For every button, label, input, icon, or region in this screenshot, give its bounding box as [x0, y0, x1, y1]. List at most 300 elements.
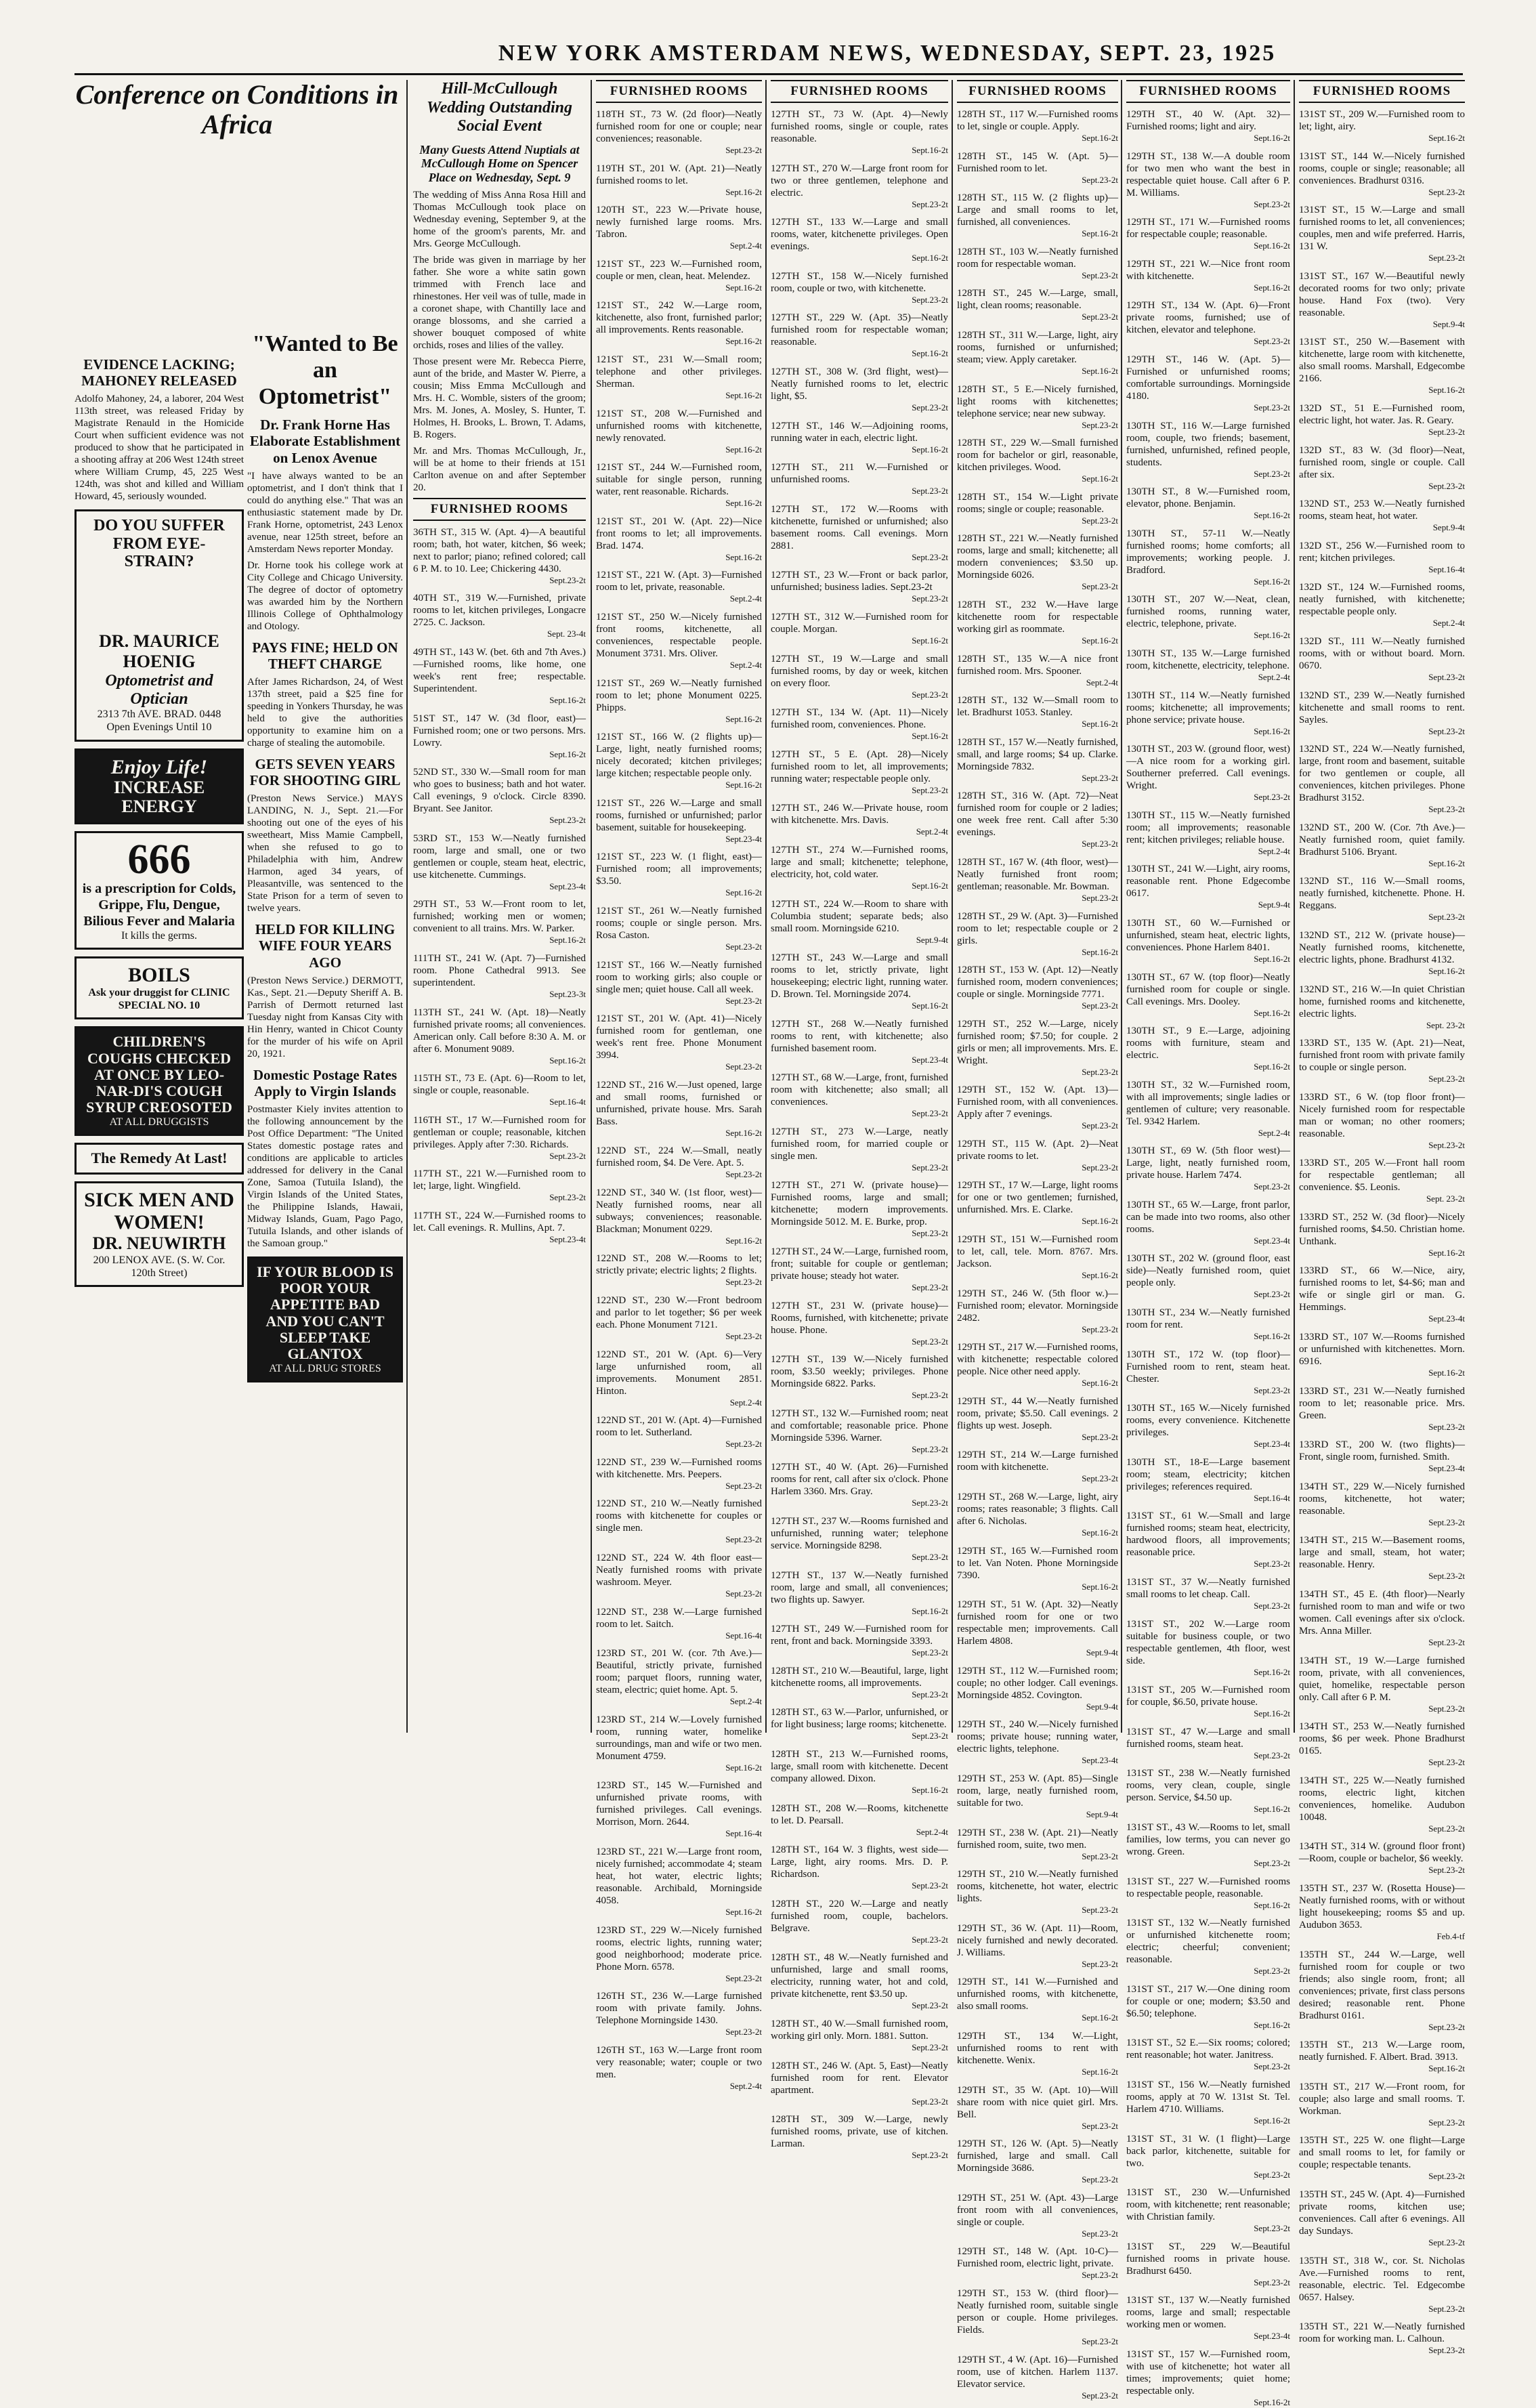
classified-ad-text: 128TH ST., 309 W.—Large, newly furnished rooms, private, use of kitchen. Larman.	[771, 2114, 948, 2150]
classified-ad	[957, 910, 1118, 958]
classified-ad-date: Sept.23-2t	[725, 1331, 762, 1342]
classified-ad	[596, 851, 762, 898]
classified-ad-date: Sept.16-2t	[912, 1785, 948, 1795]
classified-ad-text: 128TH ST., 167 W. (4th floor, west)—Neatly furnished front room; gentleman; reasonable. Mr. Bowman.	[957, 856, 1118, 892]
classified-ad-date: Sept.16-2t	[1428, 965, 1465, 976]
classified-ad-date: Sept.23-2t	[1254, 2061, 1290, 2072]
classified-ad-date: Sept.23-2t	[1428, 186, 1465, 197]
classified-ad-text: 134TH ST., 19 W.—Large furnished room, private, with all conveniences, quiet, homelike, respectable person only. Call after 6 P. M.	[1299, 1655, 1465, 1703]
classified-ad-text: 134TH ST., 225 W.—Neatly furnished rooms, electric light, kitchen conveniences, homelike. Audubon 10048.	[1299, 1775, 1465, 1823]
ad-enjoy-life	[74, 748, 244, 824]
classified-ad-text: 121ST ST., 244 W.—Furnished room, suitable for single person, running water, rent reasonable. Richards.	[596, 462, 762, 498]
ad-glantox	[247, 1256, 403, 1382]
classified-ad-text: 116TH ST., 17 W.—Furnished room for gentleman or couple; reasonable, kitchen privileges. Apply after 7:30. Richards.	[413, 1114, 586, 1150]
classified-ad	[771, 1515, 948, 1563]
classified-ad-text: 127TH ST., 229 W. (Apt. 35)—Neatly furnished room for respectable woman; reasonable.	[771, 312, 948, 348]
classified-ad	[1126, 2037, 1290, 2072]
classified-ad	[957, 108, 1118, 144]
classified-ad	[1126, 354, 1290, 413]
classified-ad-text: 131ST ST., 43 W.—Rooms to let, small families, low terms, you can never go wrong. Green.	[1126, 1822, 1290, 1857]
classified-ad-date: Sept.16-2t	[725, 282, 762, 293]
classified-ad-date: Sept.23-2t	[1082, 1120, 1118, 1131]
classified-ad-text: 128TH ST., 135 W.—A nice front furnished room. Mrs. Spooner.	[957, 653, 1118, 677]
classified-ad	[957, 1138, 1118, 1173]
furnished-rooms-header: FURNISHED ROOMS	[957, 80, 1118, 103]
classified-ad	[771, 1706, 948, 1741]
ad-eye-title: DO YOU SUFFER FROM EYE-STRAIN?	[93, 517, 225, 571]
classified-ad-date: Sept.16-2t	[1082, 1581, 1118, 1592]
classified-ad-text: 135TH ST., 318 W., cor. St. Nicholas Ave.—Furnished rooms to rent, reasonable, electric. Tel. Edgecombe 0657. Halsey.	[1299, 2255, 1465, 2303]
classified-ad-date: Sept.16-2t	[725, 444, 762, 455]
classified-ad-text: 130TH ST., 203 W. (ground floor, west)—A nice room for a working girl. Southerner preferred. Call evenings. Wright.	[1126, 744, 1290, 792]
classified-ad-date: Sept.23-2t	[1428, 1571, 1465, 1582]
classified-ad-text: 121ST ST., 221 W. (Apt. 3)—Furnished room to let, private, reasonable.	[596, 570, 762, 593]
classified-ad-text: 123RD ST., 214 W.—Lovely furnished room, running water, homelike surroundings, man and wife or two men. Monument 4759.	[596, 1714, 762, 1762]
classified-ad	[1126, 1307, 1290, 1342]
classified-ad	[771, 653, 948, 700]
classified-ad-text: 135TH ST., 245 W. (Apt. 4)—Furnished private rooms, kitchen use; conveniences. Call after 6 evenings. All day Sundays.	[1299, 2189, 1465, 2237]
classified-ad	[1299, 2081, 1465, 2128]
classified-ad-date: Sept.16-2t	[1254, 2019, 1290, 2030]
classified-ad-text: 122ND ST., 201 W. (Apt. 4)—Furnished room to let. Sutherland.	[596, 1415, 762, 1439]
classified-ad-text: 122ND ST., 239 W.—Furnished rooms with kitchenette. Mrs. Peepers.	[596, 1456, 762, 1480]
classified-ad-text: 129TH ST., 112 W.—Furnished room; couple; no other lodger. Call evenings. Morningside 4852. Covington.	[957, 1665, 1118, 1701]
classified-ad-text: 131ST ST., 209 W.—Furnished room to let; light, airy.	[1299, 109, 1465, 132]
classified-ad	[957, 964, 1118, 1011]
classified-ad	[957, 246, 1118, 281]
classified-ad-text: 127TH ST., 243 W.—Large and small rooms to let, strictly private, light housekeeping; electric light, running water. D. Brown. Tel. Morningside 2074.	[771, 952, 948, 1000]
classified-ad	[413, 592, 586, 639]
ad-666	[74, 831, 244, 950]
classified-ad-text: 127TH ST., 308 W. (3rd flight, west)—Neatly furnished rooms to let, electric light, $5.	[771, 366, 948, 402]
classified-ad	[596, 1714, 762, 1773]
classified-ad-date: Sept.23-2t	[1428, 1421, 1465, 1432]
classified-ad-date: Sept.23-2t	[1254, 1601, 1290, 1611]
column-divider	[765, 80, 767, 1733]
classified-ad-date: Sept.16-2t	[1082, 946, 1118, 957]
classified-ad	[1126, 1821, 1290, 1869]
classified-ad-date: Sept.23-2t	[1082, 1324, 1118, 1334]
classified-ad-text: 133RD ST., 107 W.—Rooms furnished or unfurnished with kitchenettes. Morn. 6916.	[1299, 1332, 1465, 1368]
classified-ad	[1299, 402, 1465, 438]
classified-ad	[1126, 743, 1290, 803]
headline-mahoney: EVIDENCE LACKING; MAHONEY RELEASED	[81, 356, 237, 389]
story-mahoney: Adolfo Mahoney, 24, a laborer, 204 West 113th street, was released Friday by Magistrate Renauld in the Homicide Court when sufficient evidence was not produced to show that he participated in a shooting affray at 206 West 124th street where William Crump, 45, 225 West 124th, was shot and killed and William Howard, 45, seriously wounded.	[74, 394, 244, 503]
classified-ad-date: Sept.23-4t	[1082, 1755, 1118, 1766]
classified-ad	[1126, 486, 1290, 521]
classified-ad-date: Sept.23-2t	[1428, 2303, 1465, 2314]
classified-ad-text: 130TH ST., 135 W.—Large furnished room, kitchenette, electricity, telephone.	[1126, 648, 1290, 671]
classified-ad	[596, 1013, 762, 1072]
classified-ad-date: Sept.16-2t	[549, 935, 586, 946]
classified-ad	[1299, 204, 1465, 263]
classified-ad-date: Sept.23-2t	[1082, 2336, 1118, 2346]
classified-ad-text: 129TH ST., 246 W. (5th floor w.)—Furnished room; elevator. Morningside 2482.	[957, 1288, 1118, 1324]
classified-ad-date: Sept.2-4t	[729, 659, 762, 670]
classified-ad-date: Sept.2-4t	[1258, 671, 1290, 682]
classified-ad	[957, 532, 1118, 592]
classified-ad	[1299, 2321, 1465, 2356]
classified-ad-text: 129TH ST., 148 W. (Apt. 10-C)—Furnished room, electric light, private.	[957, 2246, 1118, 2270]
classified-ad-text: 131ST ST., 52 E.—Six rooms; colored; rent reasonable; hot water. Janitress.	[1126, 2037, 1290, 2061]
classified-ad	[771, 1018, 948, 1065]
classified-ad-date: Sept.16-2t	[912, 444, 948, 455]
classified-ad	[1126, 2348, 1290, 2408]
classified-ad-date: Feb.4-tf	[1436, 1931, 1465, 1941]
classified-ad-text: 113TH ST., 241 W. (Apt. 18)—Neatly furnished private rooms; all conveniences. American only. Call before 8:30 A. M. or after 6. Monument 9089.	[413, 1007, 586, 1055]
classified-ad	[413, 898, 586, 946]
classified-ad	[596, 1079, 762, 1139]
column-classifieds-4	[596, 80, 762, 2091]
classified-ad-date: Sept.23-2t	[912, 2096, 948, 2107]
classified-ad	[413, 952, 586, 1000]
classified-ad-text: 127TH ST., 172 W.—Rooms with kitchenette, furnished or unfurnished; also basement rooms. Call evenings. Morn 2881.	[771, 503, 948, 551]
classified-ad-date: Sept.23-2t	[725, 1534, 762, 1545]
classified-ad	[596, 1924, 762, 1984]
classified-ad-date: Sept.23-2t	[1428, 912, 1465, 923]
furnished-rooms-header: FURNISHED ROOMS	[413, 498, 586, 521]
classified-ad-date: Sept.23-2t	[912, 1731, 948, 1741]
classified-ad-text: 129TH ST., 4 W. (Apt. 16)—Furnished room, use of kitchen. Harlem 1137. Elevator service.	[957, 2354, 1118, 2390]
classified-ad-date: Sept.16-2t	[725, 551, 762, 562]
classified-ad-text: 129TH ST., 134 W. (Apt. 6)—Front private rooms, furnished; use of kitchen, elevator and telephone.	[1126, 300, 1290, 336]
classified-ad	[771, 461, 948, 497]
classified-ad-date: Sept.23-2t	[912, 294, 948, 305]
classified-ad	[596, 1990, 762, 2037]
classified-ad-text: 130TH ST., 115 W.—Neatly furnished room; all improvements; reasonable rent; kitchen privileges; reliable house.	[1126, 809, 1290, 845]
classified-ad	[1126, 1684, 1290, 1719]
classified-ad-text: 53RD ST., 153 W.—Neatly furnished room, large and small, one or two gentlemen or couple, steam heat, electric, use kitchenette. Cummings.	[413, 832, 586, 881]
classified-ad	[1299, 635, 1465, 683]
classified-ad-text: 128TH ST., 246 W. (Apt. 5, East)—Neatly furnished room for rent. Elevator apartment.	[771, 2060, 948, 2096]
classified-ad-text: 51ST ST., 147 W. (3d floor, east)—Furnished room; one or two persons. Mrs. Lowry.	[413, 713, 586, 748]
classified-ad-text: 127TH ST., 68 W.—Large, front, furnished room with kitchenette; also small; all conveniences.	[771, 1072, 948, 1108]
classified-ad-date: Sept.9-4t	[1086, 1647, 1118, 1658]
classified-ad-text: 131ST ST., 238 W.—Neatly furnished rooms, very clean, couple, single person. Service, $4.50 up.	[1126, 1768, 1290, 1804]
classified-ad-text: 131ST ST., 47 W.—Large and small furnished rooms, steam heat.	[1126, 1726, 1290, 1750]
classified-ad	[1126, 2241, 1290, 2288]
classified-ad	[957, 2287, 1118, 2347]
classified-ad-text: 132ND ST., 224 W.—Neatly furnished, large, front room and basement, suitable for two gentlemen or couple, all conveniences, kitchen privileges. Phone Bradhurst 3152.	[1299, 744, 1465, 804]
column-classifieds-7	[1126, 80, 1290, 2407]
classified-ad-text: 134TH ST., 215 W.—Basement rooms, large and small, steam, hot water; reasonable. Henry.	[1299, 1535, 1465, 1571]
classified-ad-text: 131ST ST., 157 W.—Furnished room, with use of kitchenette; hot water all times; improvements; quiet home; respectable only.	[1126, 2348, 1290, 2396]
classified-ad-date: Sept.23-2t	[912, 486, 948, 497]
classified-ad	[957, 383, 1118, 431]
classified-ad-text: 128TH ST., 221 W.—Neatly furnished rooms, large and small; kitchenette; all modern conveniences; $3.50 up. Morningside 6026.	[957, 533, 1118, 581]
classified-ad-text: 130TH ST., 57-11 W.—Neatly furnished rooms; home comforts; all improvements; working people. J. Bradford.	[1126, 528, 1290, 576]
classified-ad-date: Sept.16-2t	[1254, 1061, 1290, 1072]
classified-ad	[596, 258, 762, 293]
classified-ad-text: 122ND ST., 210 W.—Neatly furnished rooms with kitchenette for couples or single men.	[596, 1498, 762, 1534]
classified-ad-text: 128TH ST., 154 W.—Light private rooms; single or couple; reasonable.	[957, 491, 1118, 515]
classified-ad	[771, 108, 948, 156]
classified-ad-date: Sept.16-2t	[725, 498, 762, 509]
classified-ad-date: Sept.16-2t	[1082, 365, 1118, 376]
classified-ad-text: 129TH ST., 238 W. (Apt. 21)—Neatly furnished room, suite, two men.	[957, 1827, 1118, 1851]
classified-ad-text: 123RD ST., 201 W. (cor. 7th Ave.)—Beautiful, strictly private, furnished room; parquet floors, running water, steam, electric; quiet home. Apt. 5.	[596, 1648, 762, 1696]
classified-ad-text: 130TH ST., 234 W.—Neatly furnished room for rent.	[1126, 1307, 1290, 1331]
classified-ad-date: Sept.23-2t	[549, 815, 586, 826]
classified-ad-date: Sept.16-2t	[725, 887, 762, 898]
ad-boils-text: Ask your druggist for CLINIC SPECIAL NO. 10	[88, 986, 230, 1012]
classified-ad	[957, 1868, 1118, 1916]
classified-ad-text: 129TH ST., 214 W.—Large furnished room with kitchenette.	[957, 1450, 1118, 1473]
headline-postage: Domestic Postage Rates Apply to Virgin Islands	[253, 1066, 398, 1099]
classified-ad	[596, 408, 762, 455]
classified-ad	[1299, 540, 1465, 575]
ad-666-number: 666	[127, 836, 191, 883]
classified-ad	[596, 1846, 762, 1918]
ad-enjoy-sub: INCREASE ENERGY	[113, 777, 205, 817]
classified-ad-date: Sept.23-2t	[912, 1282, 948, 1293]
headline-held-killing: HELD FOR KILLING WIFE FOUR YEARS AGO	[255, 921, 396, 971]
classified-ad-date: Sept.23-2t	[725, 2027, 762, 2037]
classified-ad-date: Sept.16-2t	[1254, 2115, 1290, 2126]
classified-ad-text: 128TH ST., 40 W.—Small furnished room, working girl only. Morn. 1881. Sutton.	[771, 2018, 948, 2042]
classified-ad-date: Sept.23-2t	[912, 198, 948, 209]
classified-ad-date: Sept.16-2t	[1254, 1666, 1290, 1677]
classified-ad	[957, 192, 1118, 239]
classified-ad	[1126, 1079, 1290, 1139]
classified-ad-date: Sept.16-2t	[1254, 630, 1290, 641]
classified-ad-text: 133RD ST., 231 W.—Neatly furnished room to let; reasonable price. Mrs. Green.	[1299, 1385, 1465, 1421]
classified-ad-date: Sept.23-2t	[1082, 515, 1118, 526]
classified-ad	[957, 2084, 1118, 2132]
classified-ad-date: Sept.2-4t	[916, 1826, 948, 1837]
classified-ad-date: Sept.16-2t	[912, 253, 948, 263]
classified-ad-date: Sept.16-2t	[1254, 510, 1290, 521]
classified-ad-date: Sept.23-2t	[1082, 270, 1118, 280]
classified-ad-date: Sept.23-2t	[549, 1150, 586, 1161]
classified-ad-date: Sept.16-2t	[1254, 576, 1290, 587]
classified-ad-text: 131ST ST., 156 W.—Neatly furnished rooms, apply at 70 W. 131st St. Tel. Harlem 4710. Williams.	[1126, 2079, 1290, 2115]
classified-ad-text: 131ST ST., 137 W.—Neatly furnished rooms, large and small; respectable working men or women.	[1126, 2295, 1290, 2331]
classified-ad	[1126, 216, 1290, 251]
classified-ad-date: Sept.23-2t	[1428, 1637, 1465, 1648]
classified-ad-text: 127TH ST., 132 W.—Furnished room; neat and comfortable; reasonable price. Phone Morningside 5396. Warner.	[771, 1408, 948, 1443]
classified-ad-text: 132D ST., 111 W.—Neatly furnished rooms, with or without board. Morn. 0670.	[1299, 635, 1465, 671]
classified-ad	[1299, 150, 1465, 198]
classified-ad-date: Sept.16-2t	[1254, 1899, 1290, 1910]
classified-ad-text: 129TH ST., 252 W.—Large, nicely furnished room; $7.50; for couple. 2 girls or men; all improvements. Mrs. E. Wright.	[957, 1018, 1118, 1066]
classified-ad-text: 128TH ST., 208 W.—Rooms, kitchenette to let. D. Pearsall.	[771, 1802, 948, 1826]
classified-ad-text: 134TH ST., 314 W. (ground floor front)—Room, couple or bachelor, $6 weekly.	[1299, 1841, 1465, 1865]
classified-ad-date: Sept.23-2t	[912, 1689, 948, 1699]
classified-ad-text: 122ND ST., 208 W.—Rooms to let; strictly private; electric lights; 2 flights.	[596, 1253, 762, 1277]
classified-ad-text: 129TH ST., 152 W. (Apt. 13)—Furnished room, with all conveniences. Apply after 7 evenings.	[957, 1084, 1118, 1120]
classified-ad	[1299, 1949, 1465, 2033]
classified-ad	[413, 646, 586, 706]
classified-ad-text: 130TH ST., 60 W.—Furnished or unfurnished, steam heat, electric lights, conveniences. Phone Harlem 8401.	[1126, 917, 1290, 953]
classified-ad	[1126, 1145, 1290, 1192]
classified-ad-date: Sept.23-2t	[912, 784, 948, 795]
classified-ad-text: 127TH ST., 73 W. (Apt. 4)—Newly furnished rooms, single or couple, rates reasonable.	[771, 109, 948, 144]
classified-ad	[1126, 108, 1290, 144]
classified-ad-text: 127TH ST., 312 W.—Furnished room for couple. Morgan.	[771, 611, 948, 635]
classified-ad-text: 128TH ST., 213 W.—Furnished rooms, large, small room with kitchenette. Decent company allowed. Dixon.	[771, 1749, 948, 1784]
classified-ad-date: Sept. 23-2t	[1426, 1019, 1465, 1030]
column-classifieds-8	[1299, 80, 1465, 2356]
classified-ad-date: Sept.23-4t	[912, 1054, 948, 1065]
classified-ad-text: 127TH ST., 23 W.—Front or back parlor, unfurnished; business ladies. Sept.23-2t	[771, 570, 948, 593]
subhead-wedding: Many Guests Attend Nuptials at McCullough Home on Spencer Place on Wednesday, Sept. 9	[419, 142, 580, 185]
classified-ad-date: Sept.16-4t	[549, 1097, 586, 1107]
classified-ad-text: 123RD ST., 221 W.—Large front room, nicely furnished; accommodate 4; steam heat, hot water, electric lights; reasonable. Archibald, Morningside 4058.	[596, 1846, 762, 1906]
classified-ad-date: Sept.16-2t	[912, 145, 948, 155]
classified-ad	[957, 1084, 1118, 1131]
classified-ad	[771, 952, 948, 1011]
classified-ad	[771, 1802, 948, 1838]
classified-ad	[957, 491, 1118, 526]
classified-ad-text: 121ST ST., 269 W.—Neatly furnished room to let; phone Monument 0225. Phipps.	[596, 677, 762, 713]
classified-ad-text: 127TH ST., 19 W.—Large and small furnished rooms, by day or week, kitchen on every floor.	[771, 653, 948, 689]
classified-ad-date: Sept.23-2t	[1082, 772, 1118, 783]
classified-ad-date: Sept.23-2t	[1082, 2120, 1118, 2131]
classified-ad-text: 121ST ST., 250 W.—Nicely furnished front rooms, kitchenette, all conveniences, respectable people. Monument 3731. Mrs. Oliver.	[596, 611, 762, 659]
classified-ad-text: 29TH ST., 53 W.—Front room to let, furnished; working men or women; convenient to all trains. Mrs. W. Parker.	[413, 899, 586, 935]
classified-ad-text: 127TH ST., 146 W.—Adjoining rooms, running water in each, electric light.	[771, 420, 948, 444]
classified-ad-date: Sept.23-2t	[1254, 2223, 1290, 2234]
classified-ad-text: 128TH ST., 220 W.—Large and neatly furnished room, couple, bachelors. Belgrave.	[771, 1898, 948, 1934]
classified-ad-date: Sept.16-2t	[1254, 1007, 1290, 1018]
classified-ad	[1299, 581, 1465, 629]
headline-africa: Conference on Conditions in Africa	[75, 79, 399, 140]
classified-ad-text: 130TH ST., 18-E—Large basement room; steam, electricity; kitchen privileges; references required.	[1126, 1456, 1290, 1492]
classified-ad-text: 131ST ST., 202 W.—Large room suitable for business couple, or two respectable gentlemen, 4th floor, west side.	[1126, 1618, 1290, 1666]
classified-ad	[413, 1072, 586, 1107]
classified-ad-date: Sept.23-2t	[1082, 2228, 1118, 2239]
classified-ad	[596, 2044, 762, 2092]
classified-ad-date: Sept.2-4t	[729, 2080, 762, 2091]
classified-ad-text: 117TH ST., 221 W.—Furnished room to let; large, light. Wingfield.	[413, 1168, 586, 1192]
classified-ad-text: 127TH ST., 211 W.—Furnished or unfurnished rooms.	[771, 462, 948, 486]
classified-ad	[771, 2113, 948, 2161]
furnished-rooms-header: FURNISHED ROOMS	[1126, 80, 1290, 103]
classified-ad-text: 127TH ST., 139 W.—Nicely furnished room, $3.50 weekly; privileges. Phone Morningside 6822. Parks.	[771, 1354, 948, 1390]
story-postage: Postmaster Kiely invites attention to the following announcement by the Post Office Department: "The United States domestic postage rates and conditions are applicable to articles addressed for delivery in the Canal Zone, Samoa (Tutuila Island), the Virgin Islands of the United States, the Philippine Islands, Hawaii, Midway Islands, Guam, Pago Pago, Tutuila Islands, and other islands of the Samoan group."	[247, 1103, 403, 1249]
ad-eye-hours: Open Evenings Until 10	[106, 721, 212, 734]
classified-ad-date: Sept.23-2t	[912, 1336, 948, 1347]
classified-ad-text: 130TH ST., 207 W.—Neat, clean, furnished rooms, running water, electric, telephone, private.	[1126, 594, 1290, 630]
classified-ad-date: Sept.16-2t	[1428, 1368, 1465, 1378]
ad-enjoy-title: Enjoy Life!	[110, 755, 208, 778]
classified-ad-date: Sept.16-2t	[1254, 133, 1290, 143]
classified-ad	[957, 599, 1118, 646]
classified-ad	[957, 150, 1118, 186]
classified-ad-date: Sept.16-2t	[1254, 240, 1290, 251]
classified-ad-text: 133RD ST., 6 W. (top floor front)—Nicely furnished room for respectable man or woman; no other roomers; reasonable.	[1299, 1091, 1465, 1139]
classified-ad-text: 131ST ST., 15 W.—Large and small furnished rooms to let, all conveniences; couples, men and wife preferred. Harris, 131 W.	[1299, 205, 1465, 253]
classified-ad	[413, 1114, 586, 1162]
classified-ad-date: Sept.9-4t	[1086, 1809, 1118, 1819]
ad-remedy	[74, 1143, 244, 1174]
classified-ad-text: 127TH ST., 270 W.—Large front room for two or three gentlemen, telephone and electric.	[771, 163, 948, 198]
ad-sick-address: 200 LENOX AVE. (S. W. Cor. 120th Street)	[93, 1254, 226, 1279]
classified-ad	[413, 526, 586, 586]
classified-ad-date: Sept.23-2t	[725, 1480, 762, 1491]
classified-ad-text: 131ST ST., 250 W.—Basement with kitchenette, large room with kitchenette, also small rooms. Marshall, Edgecombe 2166.	[1299, 337, 1465, 385]
classified-ad-date: Sept.23-2t	[1428, 2237, 1465, 2247]
classified-ad	[1126, 528, 1290, 587]
classified-ad-date: Sept.23-2t	[549, 574, 586, 585]
classified-ad-date: Sept.2-4t	[1258, 845, 1290, 856]
classified-ad-text: 129TH ST., 253 W. (Apt. 85)—Single room, large, neatly furnished room, suitable for two.	[957, 1773, 1118, 1809]
classified-ad	[1299, 1331, 1465, 1378]
classified-ad	[596, 299, 762, 347]
classified-ad-text: 129TH ST., 134 W.—Light, unfurnished rooms to rent with kitchenette. Wenix.	[957, 2030, 1118, 2066]
classified-ad	[596, 108, 762, 156]
classified-ad-text: 129TH ST., 51 W. (Apt. 32)—Neatly furnished room for one or two respectable men; improvements. Call Harlem 4808.	[957, 1599, 1118, 1647]
classified-ad-date: Sept.16-4t	[725, 1630, 762, 1641]
classified-ad	[596, 959, 762, 1007]
classified-ad-text: 131ST ST., 229 W.—Beautiful furnished rooms in private house. Bradhurst 6450.	[1126, 2241, 1290, 2277]
classified-ad	[596, 569, 762, 604]
ad-boils	[74, 956, 244, 1019]
masthead: NEW YORK AMSTERDAM NEWS, WEDNESDAY, SEPT. 23, 1925	[498, 41, 1277, 66]
classified-ad-text: 133RD ST., 205 W.—Front hall room for respectable gentleman; all convenience. $5. Leonis.	[1299, 1158, 1465, 1194]
classified-ad-text: 130TH ST., 241 W.—Light, airy rooms, reasonable rent. Phone Edgecombe 0617.	[1126, 864, 1290, 900]
classified-ad-text: 131ST ST., 217 W.—One dining room for couple or one; modern; $3.50 and $6.50; telephone.	[1126, 1983, 1290, 2019]
classified-ad	[596, 163, 762, 198]
classified-ad-text: 129TH ST., 217 W.—Furnished rooms, with kitchenette; respectable colored people. Nice other need apply.	[957, 1342, 1118, 1378]
classified-ad	[1299, 1211, 1465, 1259]
classified-ad-text: 127TH ST., 237 W.—Rooms furnished and unfurnished, running water; telephone service. Morningside 8298.	[771, 1516, 948, 1552]
classified-ad-date: Sept.16-2t	[1254, 725, 1290, 736]
classified-ad-text: 121ST ST., 231 W.—Small room; telephone and other privileges. Sherman.	[596, 354, 762, 389]
classified-ad	[957, 1233, 1118, 1281]
classified-ad	[1126, 863, 1290, 910]
classified-ad-date: Sept.23-2t	[912, 1390, 948, 1401]
ad-eye-role: Optometrist and Optician	[105, 672, 213, 708]
classified-ad-date: Sept.23-2t	[725, 1277, 762, 1288]
classified-ad-date: Sept.23-4t	[1254, 2331, 1290, 2342]
classified-ad-text: 130TH ST., 114 W.—Neatly furnished rooms; kitchenette; all improvements; phone service; private house.	[1126, 690, 1290, 725]
classified-ad-date: Sept.16-2t	[549, 748, 586, 759]
classified-ad-text: 129TH ST., 36 W. (Apt. 11)—Room, nicely furnished and newly decorated. J. Williams.	[957, 1922, 1118, 1958]
classified-ad-text: 123RD ST., 145 W.—Furnished and unfurnished private rooms, with furnished privileges. Call evenings. Morrison, Morn. 2644.	[596, 1780, 762, 1828]
classified-ad-date: Sept.23-2t	[1428, 1703, 1465, 1714]
column-divider	[591, 80, 592, 1733]
classified-ad-text: 127TH ST., 133 W.—Large and small rooms, water, kitchenette privileges. Open evenings.	[771, 217, 948, 253]
classified-ad-date: Sept. 23-4t	[547, 629, 586, 639]
classified-ad	[771, 1951, 948, 2011]
classified-ad-date: Sept.9-4t	[916, 934, 948, 945]
story-optometrist-p2: Dr. Horne took his college work at City College and Chicago University. The degree of doctor of optometry was awarded him by the Northern Illinois College of Ophthalmology and Otology.	[247, 559, 403, 632]
classified-ad-text: 120TH ST., 223 W.—Private house, newly furnished large rooms. Mrs. Tabron.	[596, 205, 762, 240]
classified-ad	[771, 1844, 948, 1891]
classified-ad-date: Sept.16-2t	[549, 1055, 586, 1065]
classified-ad-text: 132ND ST., 200 W. (Cor. 7th Ave.)—Neatly furnished room, quiet family. Bradhurst 5106. Bryant.	[1299, 822, 1465, 858]
classified-ad-text: 127TH ST., 274 W.—Furnished rooms, large and small; kitchenette; telephone, electricity, hot, cold water.	[771, 844, 948, 880]
classified-ad-date: Sept.23-2t	[549, 1192, 586, 1203]
classified-ad	[596, 1498, 762, 1545]
classified-ad-text: 129TH ST., 35 W. (Apt. 10)—Will share room with nice quiet girl. Mrs. Bell.	[957, 2084, 1118, 2120]
classified-ad-date: Sept.16-2t	[912, 1000, 948, 1011]
classified-ad	[413, 1168, 586, 1203]
classified-ad-text: 122ND ST., 201 W. (Apt. 6)—Very large unfurnished room, all improvements. Monument 2851. Hinton.	[596, 1349, 762, 1397]
classified-ad-date: Sept.23-2t	[1082, 2390, 1118, 2401]
classified-ad-text: 133RD ST., 252 W. (3d floor)—Nicely furnished rooms, $4.50. Christian home. Unthank.	[1299, 1211, 1465, 1247]
classified-ad	[771, 366, 948, 413]
classified-ad	[957, 1491, 1118, 1538]
classified-ad-date: Sept.23-2t	[1428, 2021, 1465, 2032]
classified-ad-date: Sept.23-2t	[1082, 1162, 1118, 1173]
classified-ad	[596, 905, 762, 952]
classified-ad	[771, 163, 948, 210]
classified-ad	[957, 1018, 1118, 1078]
classified-ad	[1126, 1576, 1290, 1611]
